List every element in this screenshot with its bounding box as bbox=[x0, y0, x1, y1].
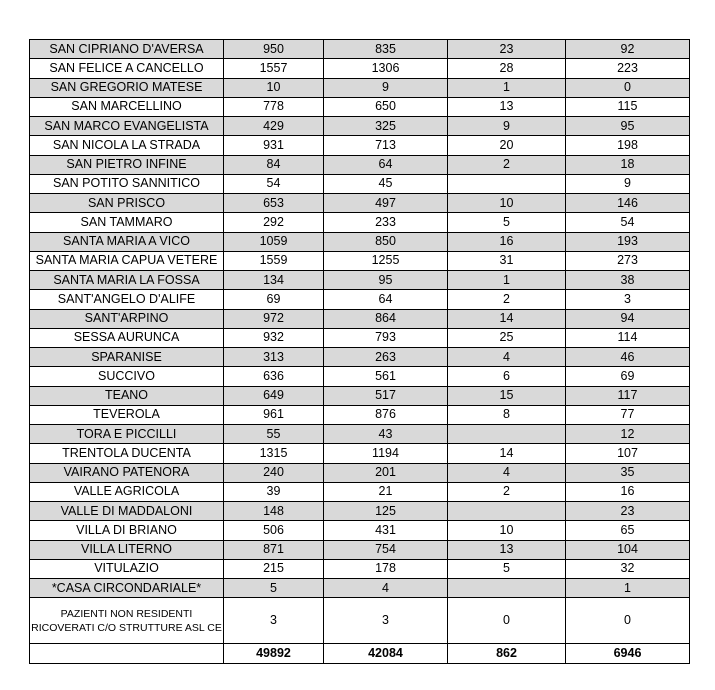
positive-cell: 23 bbox=[566, 502, 690, 521]
total-cases-cell: 148 bbox=[224, 502, 324, 521]
deaths-cell: 6 bbox=[448, 367, 566, 386]
deaths-cell bbox=[448, 174, 566, 193]
positive-cell: 16 bbox=[566, 482, 690, 501]
deaths-cell: 16 bbox=[448, 232, 566, 251]
deaths-cell: 1 bbox=[448, 78, 566, 97]
recovered-cell: 21 bbox=[324, 482, 448, 501]
deaths-cell: 2 bbox=[448, 482, 566, 501]
table-row bbox=[30, 194, 690, 213]
total-cases-cell: 871 bbox=[224, 540, 324, 559]
total-total-cases-cell: 49892 bbox=[224, 644, 324, 664]
positive-cell: 32 bbox=[566, 559, 690, 578]
table-row bbox=[30, 213, 690, 232]
positive-cell: 146 bbox=[566, 194, 690, 213]
deaths-cell bbox=[448, 502, 566, 521]
total-cases-cell: 932 bbox=[224, 328, 324, 347]
deaths-cell: 14 bbox=[448, 444, 566, 463]
recovered-cell: 713 bbox=[324, 136, 448, 155]
table-row bbox=[30, 117, 690, 136]
positive-cell: 114 bbox=[566, 328, 690, 347]
positive-cell: 69 bbox=[566, 367, 690, 386]
recovered-cell: 431 bbox=[324, 521, 448, 540]
total-cases-cell: 961 bbox=[224, 405, 324, 424]
table-row bbox=[30, 540, 690, 559]
total-cases-cell: 69 bbox=[224, 290, 324, 309]
total-cases-cell: 39 bbox=[224, 482, 324, 501]
positive-cell: 115 bbox=[566, 97, 690, 116]
municipality-name-cell: TORA E PICCILLI bbox=[30, 425, 224, 444]
table-row bbox=[30, 271, 690, 290]
positive-cell: 77 bbox=[566, 405, 690, 424]
totals-label-cell bbox=[30, 644, 224, 664]
municipality-name-cell: VAIRANO PATENORA bbox=[30, 463, 224, 482]
deaths-cell: 28 bbox=[448, 59, 566, 78]
recovered-cell: 64 bbox=[324, 290, 448, 309]
recovered-cell: 178 bbox=[324, 559, 448, 578]
recovered-cell: 95 bbox=[324, 271, 448, 290]
recovered-cell: 517 bbox=[324, 386, 448, 405]
recovered-cell: 4 bbox=[324, 579, 448, 598]
positive-cell: 65 bbox=[566, 521, 690, 540]
deaths-cell: 13 bbox=[448, 540, 566, 559]
deaths-cell: 5 bbox=[448, 213, 566, 232]
deaths-cell: 8 bbox=[448, 405, 566, 424]
total-cases-cell: 215 bbox=[224, 559, 324, 578]
municipality-name-cell: SANTA MARIA A VICO bbox=[30, 232, 224, 251]
municipality-name-cell: SAN TAMMARO bbox=[30, 213, 224, 232]
positive-cell: 104 bbox=[566, 540, 690, 559]
recovered-cell: 64 bbox=[324, 155, 448, 174]
positive-cell: 3 bbox=[566, 290, 690, 309]
municipality-name-cell: TRENTOLA DUCENTA bbox=[30, 444, 224, 463]
table-row bbox=[30, 309, 690, 328]
recovered-cell: 43 bbox=[324, 425, 448, 444]
recovered-cell: 325 bbox=[324, 117, 448, 136]
positive-cell: 12 bbox=[566, 425, 690, 444]
positive-cell: 117 bbox=[566, 386, 690, 405]
table-row bbox=[30, 97, 690, 116]
total-cases-cell: 931 bbox=[224, 136, 324, 155]
municipality-name-cell: SANTA MARIA CAPUA VETERE bbox=[30, 251, 224, 270]
recovered-cell: 233 bbox=[324, 213, 448, 232]
positive-cell: 38 bbox=[566, 271, 690, 290]
positive-cell: 107 bbox=[566, 444, 690, 463]
table-row bbox=[30, 59, 690, 78]
positive-cell: 198 bbox=[566, 136, 690, 155]
recovered-cell: 45 bbox=[324, 174, 448, 193]
municipality-name-cell: SAN PRISCO bbox=[30, 194, 224, 213]
municipality-name-cell: VITULAZIO bbox=[30, 559, 224, 578]
total-cases-cell: 653 bbox=[224, 194, 324, 213]
deaths-cell: 1 bbox=[448, 271, 566, 290]
table-row bbox=[30, 579, 690, 598]
total-cases-cell: 240 bbox=[224, 463, 324, 482]
recovered-cell: 835 bbox=[324, 40, 448, 59]
recovered-cell: 9 bbox=[324, 78, 448, 97]
recovered-cell: 561 bbox=[324, 367, 448, 386]
recovered-cell: 201 bbox=[324, 463, 448, 482]
recovered-cell: 1194 bbox=[324, 444, 448, 463]
municipality-name-cell: SANT'ANGELO D'ALIFE bbox=[30, 290, 224, 309]
table-row bbox=[30, 136, 690, 155]
municipality-name-cell: VALLE DI MADDALONI bbox=[30, 502, 224, 521]
recovered-cell: 864 bbox=[324, 309, 448, 328]
positive-cell: 223 bbox=[566, 59, 690, 78]
total-cases-cell: 1559 bbox=[224, 251, 324, 270]
total-cases-cell: 84 bbox=[224, 155, 324, 174]
table-row bbox=[30, 40, 690, 59]
municipality-table bbox=[29, 39, 690, 664]
municipality-name-cell: VALLE AGRICOLA bbox=[30, 482, 224, 501]
table-row bbox=[30, 251, 690, 270]
total-cases-cell: 429 bbox=[224, 117, 324, 136]
total-cases-cell: 54 bbox=[224, 174, 324, 193]
municipality-name-cell: SAN MARCO EVANGELISTA bbox=[30, 117, 224, 136]
positive-cell: 92 bbox=[566, 40, 690, 59]
positive-cell: 94 bbox=[566, 309, 690, 328]
municipality-name-cell: SANTA MARIA LA FOSSA bbox=[30, 271, 224, 290]
table-row bbox=[30, 367, 690, 386]
deaths-cell: 13 bbox=[448, 97, 566, 116]
deaths-cell: 2 bbox=[448, 290, 566, 309]
total-cases-cell: 636 bbox=[224, 367, 324, 386]
deaths-cell: 23 bbox=[448, 40, 566, 59]
recovered-cell: 125 bbox=[324, 502, 448, 521]
total-cases-cell: 506 bbox=[224, 521, 324, 540]
positive-cell: 46 bbox=[566, 348, 690, 367]
table-row bbox=[30, 521, 690, 540]
municipality-name-cell: TEANO bbox=[30, 386, 224, 405]
positive-cell: 1 bbox=[566, 579, 690, 598]
recovered-cell: 1306 bbox=[324, 59, 448, 78]
positive-cell: 0 bbox=[566, 78, 690, 97]
deaths-cell: 9 bbox=[448, 117, 566, 136]
total-cases-cell: 649 bbox=[224, 386, 324, 405]
recovered-cell: 754 bbox=[324, 540, 448, 559]
table-row bbox=[30, 463, 690, 482]
positive-cell: 9 bbox=[566, 174, 690, 193]
total-cases-cell: 313 bbox=[224, 348, 324, 367]
deaths-cell: 15 bbox=[448, 386, 566, 405]
municipality-name-cell: VILLA DI BRIANO bbox=[30, 521, 224, 540]
municipality-name-cell: SESSA AURUNCA bbox=[30, 328, 224, 347]
total-cases-cell: 1315 bbox=[224, 444, 324, 463]
table-row bbox=[30, 444, 690, 463]
deaths-cell: 10 bbox=[448, 194, 566, 213]
total-deaths-cell: 862 bbox=[448, 644, 566, 664]
table-row bbox=[30, 328, 690, 347]
deaths-cell: 4 bbox=[448, 348, 566, 367]
municipality-name-cell: SAN CIPRIANO D'AVERSA bbox=[30, 40, 224, 59]
total-cases-cell: 134 bbox=[224, 271, 324, 290]
deaths-cell: 4 bbox=[448, 463, 566, 482]
recovered-cell: 793 bbox=[324, 328, 448, 347]
table-row bbox=[30, 502, 690, 521]
table-row bbox=[30, 174, 690, 193]
total-positive-cell: 6946 bbox=[566, 644, 690, 664]
recovered-cell: 876 bbox=[324, 405, 448, 424]
total-cases-cell: 778 bbox=[224, 97, 324, 116]
positive-cell: 18 bbox=[566, 155, 690, 174]
table-row bbox=[30, 386, 690, 405]
municipality-name-cell: SUCCIVO bbox=[30, 367, 224, 386]
table-row bbox=[30, 405, 690, 424]
municipality-name-cell: SAN GREGORIO MATESE bbox=[30, 78, 224, 97]
total-recovered-cell: 42084 bbox=[324, 644, 448, 664]
deaths-cell: 5 bbox=[448, 559, 566, 578]
deaths-cell bbox=[448, 425, 566, 444]
non-resident-row bbox=[30, 598, 690, 644]
total-cases-cell: 1059 bbox=[224, 232, 324, 251]
deaths-cell: 10 bbox=[448, 521, 566, 540]
total-cases-cell: 5 bbox=[224, 579, 324, 598]
municipality-name-cell: PAZIENTI NON RESIDENTI RICOVERATI C/O STRUTTURE ASL CE bbox=[30, 598, 224, 644]
municipality-name-cell: SAN MARCELLINO bbox=[30, 97, 224, 116]
table-row bbox=[30, 482, 690, 501]
deaths-cell: 25 bbox=[448, 328, 566, 347]
deaths-cell: 31 bbox=[448, 251, 566, 270]
table-row bbox=[30, 155, 690, 174]
municipality-name-cell: SAN NICOLA LA STRADA bbox=[30, 136, 224, 155]
total-cases-cell: 1557 bbox=[224, 59, 324, 78]
totals-row bbox=[30, 644, 690, 664]
recovered-cell: 650 bbox=[324, 97, 448, 116]
recovered-cell: 497 bbox=[324, 194, 448, 213]
deaths-cell: 14 bbox=[448, 309, 566, 328]
table-row bbox=[30, 425, 690, 444]
positive-cell: 35 bbox=[566, 463, 690, 482]
municipality-name-cell: TEVEROLA bbox=[30, 405, 224, 424]
total-cases-cell: 950 bbox=[224, 40, 324, 59]
total-cases-cell: 3 bbox=[224, 598, 324, 644]
deaths-cell: 0 bbox=[448, 598, 566, 644]
positive-cell: 0 bbox=[566, 598, 690, 644]
total-cases-cell: 55 bbox=[224, 425, 324, 444]
recovered-cell: 1255 bbox=[324, 251, 448, 270]
municipality-name-cell: SPARANISE bbox=[30, 348, 224, 367]
positive-cell: 54 bbox=[566, 213, 690, 232]
positive-cell: 95 bbox=[566, 117, 690, 136]
deaths-cell bbox=[448, 579, 566, 598]
table-row bbox=[30, 559, 690, 578]
municipality-name-cell: *CASA CIRCONDARIALE* bbox=[30, 579, 224, 598]
municipality-name-cell: VILLA LITERNO bbox=[30, 540, 224, 559]
table-row bbox=[30, 348, 690, 367]
table-row bbox=[30, 232, 690, 251]
deaths-cell: 2 bbox=[448, 155, 566, 174]
total-cases-cell: 10 bbox=[224, 78, 324, 97]
municipality-name-cell: SANT'ARPINO bbox=[30, 309, 224, 328]
deaths-cell: 20 bbox=[448, 136, 566, 155]
positive-cell: 193 bbox=[566, 232, 690, 251]
municipality-name-cell: SAN PIETRO INFINE bbox=[30, 155, 224, 174]
recovered-cell: 263 bbox=[324, 348, 448, 367]
positive-cell: 273 bbox=[566, 251, 690, 270]
municipality-name-cell: SAN FELICE A CANCELLO bbox=[30, 59, 224, 78]
total-cases-cell: 972 bbox=[224, 309, 324, 328]
municipality-name-cell: SAN POTITO SANNITICO bbox=[30, 174, 224, 193]
total-cases-cell: 292 bbox=[224, 213, 324, 232]
recovered-cell: 850 bbox=[324, 232, 448, 251]
recovered-cell: 3 bbox=[324, 598, 448, 644]
table-row bbox=[30, 290, 690, 309]
table-row bbox=[30, 78, 690, 97]
